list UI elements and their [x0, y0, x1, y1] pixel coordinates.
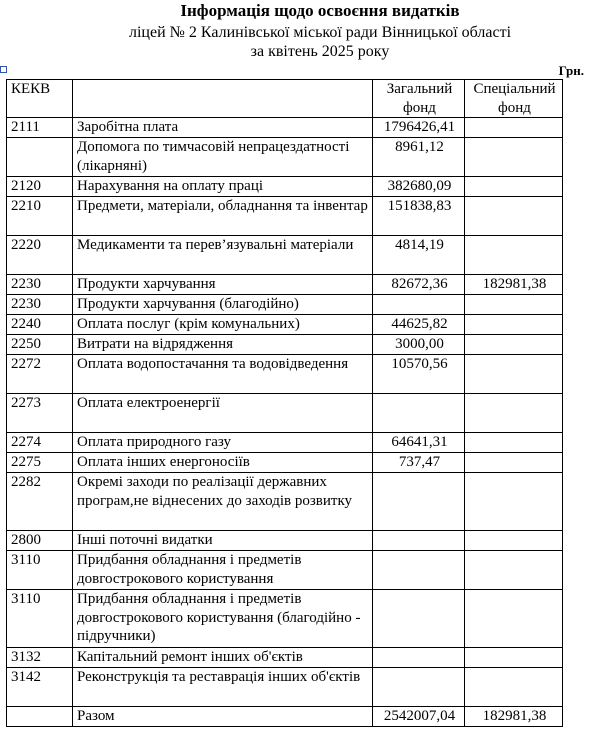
report-subtitle-period: за квітень 2025 року [250, 43, 390, 60]
row-code: 2275 [7, 453, 73, 473]
row-special-fund [465, 236, 563, 275]
row-name: Оплата послуг (крім комунальних) [73, 315, 373, 335]
row-name: Окремі заходи по реалізації державних програм,не віднесених до заходів розвитку [73, 473, 373, 531]
total-special-fund: 182981,38 [465, 707, 563, 727]
row-name: Капітальний ремонт інших об'єктів [73, 648, 373, 668]
row-general-fund [373, 648, 465, 668]
row-name: Придбання обладнання і предметів довгострокового користування (благодійно - підручники) [73, 590, 373, 648]
row-name: Допомога по тимчасовій непрацездатності (лікарняні) [73, 138, 373, 177]
row-general-fund: 3000,00 [373, 335, 465, 355]
row-general-fund: 151838,83 [373, 197, 465, 236]
row-special-fund [465, 335, 563, 355]
table-row [7, 275, 563, 295]
row-general-fund [373, 531, 465, 551]
row-general-fund: 82672,36 [373, 275, 465, 295]
row-general-fund: 382680,09 [373, 177, 465, 197]
row-special-fund [465, 590, 563, 648]
row-code: 3110 [7, 590, 73, 648]
table-row [7, 197, 563, 236]
row-general-fund [373, 668, 465, 707]
anchor-marker-icon [0, 66, 7, 73]
row-general-fund: 10570,56 [373, 355, 465, 394]
row-general-fund: 737,47 [373, 453, 465, 473]
row-name: Оплата водопостачання та водовідведення [73, 355, 373, 394]
total-code [7, 707, 73, 727]
table-row [7, 335, 563, 355]
row-special-fund [465, 551, 563, 590]
row-special-fund [465, 648, 563, 668]
row-code: 2210 [7, 197, 73, 236]
row-general-fund [373, 473, 465, 531]
row-code: 2240 [7, 315, 73, 335]
row-special-fund [465, 177, 563, 197]
total-label: Разом [73, 707, 373, 727]
table-row [7, 138, 563, 177]
row-general-fund [373, 590, 465, 648]
row-name: Продукти харчування [73, 275, 373, 295]
row-name: Реконструкція та реставрація інших об'єктів [73, 668, 373, 707]
column-header-code: КЕКВ [7, 80, 73, 118]
row-code: 2230 [7, 295, 73, 315]
row-special-fund: 182981,38 [465, 275, 563, 295]
row-general-fund [373, 295, 465, 315]
row-special-fund [465, 118, 563, 138]
row-general-fund [373, 394, 465, 433]
table-row [7, 531, 563, 551]
row-special-fund [465, 394, 563, 433]
row-code: 3132 [7, 648, 73, 668]
row-name: Нарахування на оплату праці [73, 177, 373, 197]
row-name: Медикаменти та перев’язувальні матеріали [73, 236, 373, 275]
row-special-fund [465, 295, 563, 315]
table-row [7, 648, 563, 668]
row-code: 2220 [7, 236, 73, 275]
currency-label: Грн. [558, 63, 584, 78]
total-general-fund: 2542007,04 [373, 707, 465, 727]
row-code [7, 138, 73, 177]
report-subtitle-institution: ліцей № 2 Калинівської міської ради Вінницької області [128, 24, 512, 41]
row-name: Витрати на відрядження [73, 335, 373, 355]
row-code: 3142 [7, 668, 73, 707]
row-name: Предмети, матеріали, обладнання та інвентар [73, 197, 373, 236]
column-header-name [73, 80, 373, 118]
row-code: 2250 [7, 335, 73, 355]
report-title: Інформація щодо освоєння видатків [180, 1, 460, 20]
expenditure-table [6, 79, 563, 727]
table-total-row [7, 707, 563, 727]
row-code: 3110 [7, 551, 73, 590]
table-row [7, 590, 563, 648]
row-code: 2120 [7, 177, 73, 197]
row-special-fund [465, 433, 563, 453]
row-name: Заробітна плата [73, 118, 373, 138]
row-special-fund [465, 355, 563, 394]
row-general-fund: 8961,12 [373, 138, 465, 177]
row-special-fund [465, 197, 563, 236]
row-general-fund [373, 551, 465, 590]
table-row [7, 453, 563, 473]
row-special-fund [465, 473, 563, 531]
table-header-row [7, 80, 563, 118]
table-row [7, 315, 563, 335]
row-special-fund [465, 531, 563, 551]
row-code: 2272 [7, 355, 73, 394]
row-special-fund [465, 668, 563, 707]
table-row [7, 473, 563, 531]
table-row [7, 551, 563, 590]
row-name: Продукти харчування (благодійно) [73, 295, 373, 315]
table-row [7, 236, 563, 275]
column-header-general-fund: Загальний фонд [373, 80, 465, 118]
row-name: Оплата природного газу [73, 433, 373, 453]
row-general-fund: 64641,31 [373, 433, 465, 453]
row-special-fund [465, 453, 563, 473]
table-row [7, 433, 563, 453]
table-row [7, 295, 563, 315]
row-name: Інші поточні видатки [73, 531, 373, 551]
row-code: 2230 [7, 275, 73, 295]
table-row [7, 668, 563, 707]
table-row [7, 355, 563, 394]
row-name: Придбання обладнання і предметів довгострокового користування [73, 551, 373, 590]
table-row [7, 394, 563, 433]
column-header-special-fund: Спеціальний фонд [465, 80, 563, 118]
row-code: 2111 [7, 118, 73, 138]
row-special-fund [465, 315, 563, 335]
row-code: 2273 [7, 394, 73, 433]
row-general-fund: 4814,19 [373, 236, 465, 275]
row-name: Оплата електроенергії [73, 394, 373, 433]
row-code: 2800 [7, 531, 73, 551]
table-row [7, 177, 563, 197]
row-general-fund: 1796426,41 [373, 118, 465, 138]
row-special-fund [465, 138, 563, 177]
table-row [7, 118, 563, 138]
row-general-fund: 44625,82 [373, 315, 465, 335]
row-code: 2274 [7, 433, 73, 453]
row-name: Оплата інших енергоносіїв [73, 453, 373, 473]
row-code: 2282 [7, 473, 73, 531]
